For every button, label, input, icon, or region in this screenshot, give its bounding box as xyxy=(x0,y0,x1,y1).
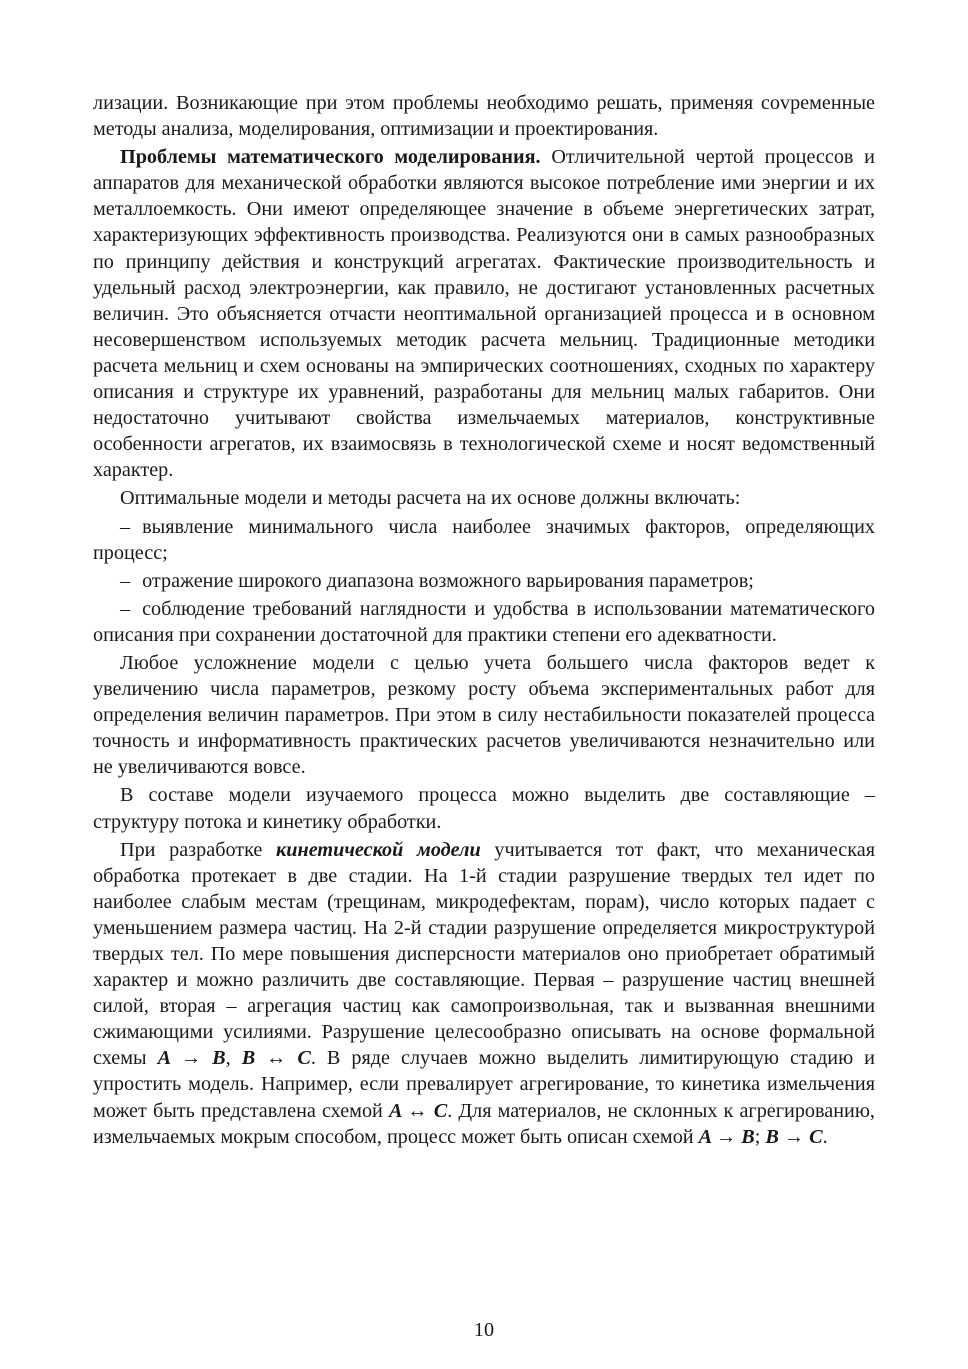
list-item xyxy=(93,514,875,566)
paragraph-model-components: В составе модели изучаемого процесса можно выделить две составляющие – структуру потока и кинетику обработки. xyxy=(93,784,875,833)
formula: A → B xyxy=(698,1125,755,1148)
list-item-text: отражение широкого диапазона возможного варьирования параметров; xyxy=(142,569,754,592)
list-item-text: соблюдение требований наглядности и удобства в использовании математического описания при сохранении достаточной для практики степени его адекватности. xyxy=(93,597,875,646)
page-number: 10 xyxy=(473,1319,495,1341)
list-dash: – xyxy=(120,515,131,538)
paragraph-list-intro: Оптимальные модели и методы расчета на их основе должны включать: xyxy=(120,487,741,510)
formula: A → B xyxy=(157,1047,226,1070)
paragraph-text: Отличительной чертой процессов и аппаратов для механической обработки являются высокое потребление ими энергии и их металлоемкость. Они имеют определяющее значение в объеме энергетических затрат, характеризующих эффективность производства. Реализуются они в самых разнообразных по принципу действия и конструкций агрегатах. Фактические производительность и удельный расход электроэнергии, как правило, не достигают установленных расчетных величин. Это объясняется отчасти неоптимальной организацией процесса и в основном несовершенством используемых методик расчета мельниц. Традиционные методики расчета мельниц и схем основаны на эмпирических соотношениях, сходных по характеру описания и структуре их уравнений, разработаны для мельниц малых габаритов. Они недостаточно учитывают свойства измельчаемых материалов, конструктивные особенности агрегатов, их взаимосвязь в технологической схеме и носят ведомственный характер. xyxy=(93,146,875,482)
paragraph-text: При разработке xyxy=(120,838,277,861)
section-heading: Проблемы математического моделирования. xyxy=(120,146,541,169)
paragraph-text: . xyxy=(822,1125,828,1148)
paragraph-text: , xyxy=(225,1047,242,1070)
paragraph-modeling-problems xyxy=(93,144,875,483)
paragraph-text: ; xyxy=(754,1125,766,1148)
paragraph-text: . Для материалов, не склонных к агрегированию, измельчаемых мокрым способом, процесс может быть описан схемой xyxy=(93,1099,875,1148)
paragraph-text: учитывается тот факт, что механическая обработка протекает в две стадии. На 1-й стадии разрушение твердых тел идет по наиболее слабым местам (трещинам, микродефектам, порам), число которых падает с уменьшением размера частиц. На 2-й стадии разрушение определяется микроструктурой твердых тел. По мере повышения дисперсности материалов оно приобретает обратимый характер и можно различить две составляющие. Первая – разрушение частиц внешней силой, вторая – агрегация частиц как самопроизвольная, так и вызванная внешними сжимающими усилиями. Разрушение целесообразно описывать на основе формальной схемы xyxy=(93,838,875,1070)
formula: B ↔ C xyxy=(241,1047,311,1070)
formula: B → C xyxy=(765,1125,823,1148)
paragraph-text: . В ряде случаев можно выделить лимитирующую стадию и упростить модель. Например, если превалирует агрегирование, то кинетика измельчения может быть представлена схемой xyxy=(93,1047,875,1122)
list-item xyxy=(93,596,875,648)
paragraph-complexity: Любое усложнение модели с целью учета большего числа факторов ведет к увеличению числа параметров, резкому росту объема экспериментальных работ для определения величин параметров. При этом в силу нестабильности показателей процесса точность и информативность практических расчетов увеличиваются незначительно или не увеличиваются вовсе. xyxy=(93,651,875,779)
list-dash: – xyxy=(120,597,131,620)
formula: A ↔ C xyxy=(388,1099,448,1122)
list-item-text: выявление минимального числа наиболее значимых факторов, определяющих процесс; xyxy=(93,515,875,564)
paragraph-kinetic-model xyxy=(93,837,875,1150)
paragraph-continuation: лизации. Возникающие при этом проблемы необходимо решать, применяя соvременные методы анализа, моделирования, оптимизации и проектирования. xyxy=(93,92,875,141)
document-body xyxy=(93,90,875,1150)
list-item xyxy=(93,568,875,594)
list-dash: – xyxy=(120,569,131,592)
emphasis-term: кинетической модели xyxy=(276,838,481,861)
